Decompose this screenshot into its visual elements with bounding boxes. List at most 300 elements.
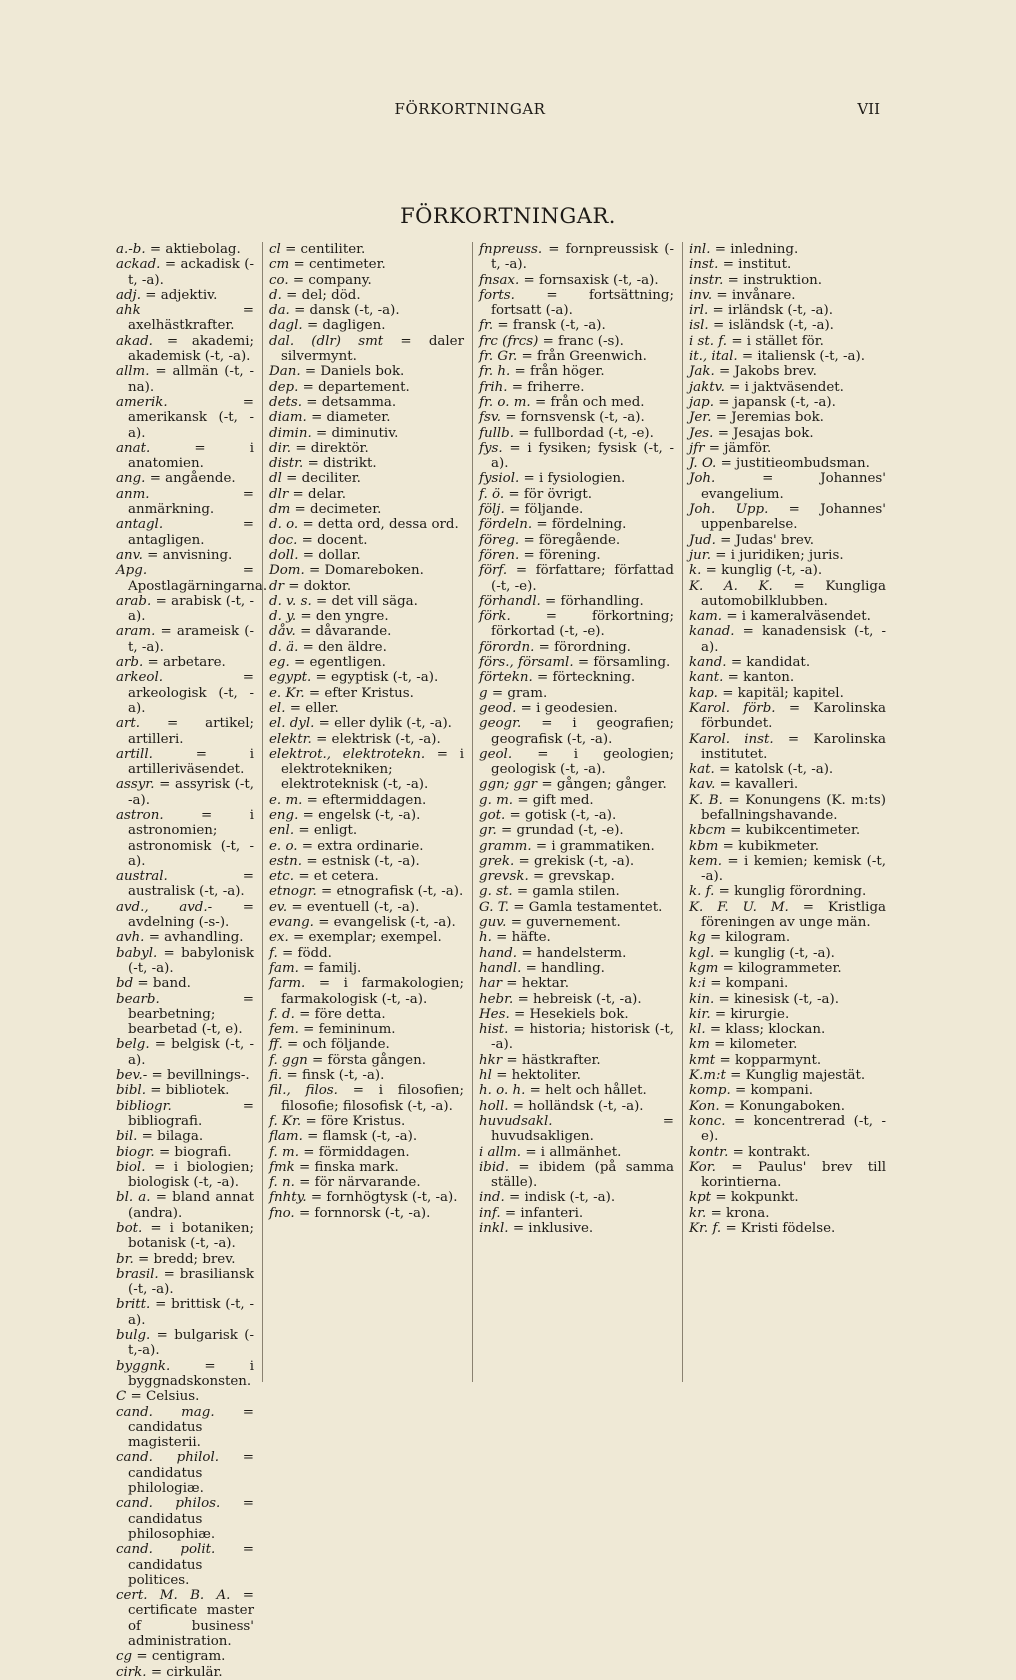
abbreviation-term: kanad. [689, 624, 735, 640]
abbreviation-term: K. B. [689, 792, 723, 808]
abbreviation-term: instr. [689, 272, 724, 288]
abbreviation-entry [269, 502, 464, 517]
abbreviation-entry [269, 808, 464, 823]
abbreviation-term: hl [479, 1068, 492, 1084]
abbreviation-definition: = Kungliga automobilklubben. [701, 578, 886, 609]
abbreviation-term: Kor. [689, 1159, 716, 1175]
abbreviation-definition: = i geografien; geografisk (-t, -a). [491, 716, 674, 747]
abbreviation-entry [116, 1359, 254, 1390]
abbreviation-term: frc (frcs) [479, 333, 539, 349]
abbreviation-definition: = Judas' brev. [720, 532, 815, 548]
abbreviation-definition: = den äldre. [302, 639, 387, 655]
abbreviation-definition: = kanton. [727, 670, 795, 686]
abbreviation-term: co. [269, 272, 289, 288]
abbreviation-term: grevsk. [479, 869, 529, 885]
abbreviation-term: frih. [479, 379, 508, 395]
abbreviation-entry [479, 793, 674, 808]
abbreviation-definition: = fornsaxisk (-t, -a). [523, 272, 659, 288]
abbreviation-term: cand. polit. [116, 1542, 216, 1558]
abbreviation-term: forts. [479, 287, 515, 303]
abbreviation-definition: = bibliotek. [150, 1083, 230, 1099]
abbreviation-entry [116, 242, 254, 257]
abbreviation-entry [269, 441, 464, 456]
abbreviation-definition: = italiensk (-t, -a). [741, 349, 866, 365]
abbreviation-definition: = i kemien; kemisk (-t, -a). [701, 853, 886, 885]
abbreviation-definition: = före detta. [299, 1006, 386, 1022]
abbreviation-term: kir. [689, 1006, 711, 1022]
abbreviation-entry [689, 1037, 886, 1052]
abbreviation-definition: = Karolinska institutet. [701, 731, 886, 762]
abbreviation-term: kin. [689, 991, 715, 1007]
abbreviation-term: km [689, 1037, 710, 1053]
abbreviation-entry [269, 364, 464, 379]
abbreviation-entry [689, 992, 886, 1007]
abbreviation-definition: = Celsius. [130, 1389, 200, 1405]
abbreviation-entry [269, 839, 464, 854]
abbreviation-definition: = i byggnadskonsten. [128, 1358, 254, 1389]
page-number: VII [857, 100, 880, 118]
abbreviation-definition: = decimeter. [294, 502, 382, 518]
abbreviation-entry [116, 716, 254, 747]
abbreviation-entry [269, 517, 464, 532]
abbreviation-term: Kon. [689, 1098, 720, 1114]
abbreviation-definition: = kompani. [710, 976, 789, 992]
abbreviation-entry [689, 303, 886, 318]
abbreviation-definition: = i fysiologien. [523, 471, 626, 487]
abbreviation-entry [479, 318, 674, 333]
abbreviation-entry [689, 579, 886, 610]
abbreviation-definition: = Konungaboken. [723, 1098, 846, 1114]
abbreviation-definition: = kopparmynt. [719, 1052, 822, 1068]
abbreviation-definition: = daler silvermynt. [281, 333, 465, 365]
abbreviation-definition: = följande. [508, 502, 584, 518]
abbreviation-definition: = grundad (-t, -e). [501, 823, 624, 839]
abbreviation-definition: = helt och hållet. [529, 1083, 647, 1099]
abbreviation-definition: = Jesajas bok. [717, 425, 814, 441]
abbreviation-definition: = institut. [722, 257, 792, 273]
abbreviation-entry [116, 1542, 254, 1588]
abbreviation-entry [269, 563, 464, 578]
abbreviation-definition: = i astronomien; astronomisk (-t, -a). [128, 807, 254, 869]
abbreviation-entry [689, 624, 886, 655]
abbreviation-term: fam. [269, 960, 299, 976]
abbreviation-term: föreg. [479, 532, 520, 548]
abbreviation-term: kpt [689, 1190, 712, 1206]
abbreviation-term: enl. [269, 823, 295, 839]
abbreviation-term: d. v. s. [269, 593, 312, 609]
abbreviation-entry [116, 1099, 254, 1130]
abbreviation-term: dets. [269, 394, 303, 410]
abbreviation-term: Jak. [689, 364, 715, 380]
abbreviation-term: arkeol. [116, 670, 164, 686]
abbreviation-term: geod. [479, 700, 517, 716]
abbreviation-definition: = i artilleriväsendet. [128, 746, 254, 778]
abbreviation-definition: = candidatus magisterii. [128, 1404, 254, 1451]
abbreviation-entry [689, 563, 886, 578]
abbreviation-term: inl. [689, 242, 711, 257]
abbreviation-entry [689, 380, 886, 395]
abbreviation-definition: = irländsk (-t, -a). [712, 303, 833, 319]
abbreviation-term: bulg. [116, 1328, 151, 1344]
abbreviation-entry [116, 471, 254, 486]
abbreviation-definition: = estnisk (-t, -a). [306, 853, 420, 869]
abbreviation-entry [689, 854, 886, 885]
abbreviation-term: C [116, 1389, 127, 1405]
abbreviation-definition: = Paulus' brev till korintierna. [701, 1159, 887, 1191]
abbreviation-entry [689, 1083, 886, 1098]
abbreviation-entry [269, 716, 464, 731]
abbreviation-entry [689, 1190, 886, 1205]
abbreviation-term: bd [116, 976, 134, 992]
abbreviation-definition: = Kristliga föreningen av unge män. [701, 899, 886, 931]
abbreviation-term: fi. [269, 1068, 283, 1084]
abbreviation-definition: = flamsk (-t, -a). [307, 1129, 418, 1145]
abbreviation-term: cg [116, 1649, 133, 1665]
abbreviation-entry [689, 1221, 886, 1236]
abbreviation-term: ahk [116, 303, 141, 319]
abbreviation-definition: = historia; historisk (-t, -a). [491, 1022, 674, 1053]
abbreviation-definition: = del; död. [286, 287, 361, 303]
abbreviation-definition: = fördelning. [536, 517, 627, 533]
abbreviation-definition: = brasiliansk (-t, -a). [128, 1266, 254, 1298]
abbreviation-definition: = eller dylik (-t, -a). [318, 716, 452, 732]
abbreviation-entry [116, 563, 268, 594]
abbreviation-definition: = förhandling. [545, 593, 644, 609]
abbreviation-entry [479, 441, 674, 472]
abbreviation-definition: = fornhögtysk (-t, -a). [310, 1190, 458, 1206]
abbreviation-definition: = i biologien; biologisk (-t, -a). [128, 1159, 254, 1191]
abbreviation-definition: = kirurgie. [714, 1006, 790, 1022]
abbreviation-definition: = förordning. [538, 639, 631, 655]
abbreviation-entry [269, 257, 464, 272]
abbreviation-term: kgm [689, 960, 719, 976]
abbreviation-definition: = för närvarande. [299, 1175, 421, 1191]
abbreviation-entry [269, 303, 464, 318]
abbreviation-term: eng. [269, 807, 299, 823]
abbreviation-definition: = adjektiv. [145, 287, 218, 303]
abbreviation-term: k:i [689, 976, 706, 992]
abbreviation-definition: = i stället för. [731, 333, 824, 349]
abbreviation-term: hist. [479, 1022, 509, 1038]
abbreviation-definition: = jämför. [708, 440, 772, 456]
abbreviation-term: d. o. [269, 517, 299, 533]
abbreviation-entry [689, 701, 886, 732]
abbreviation-entry [269, 793, 464, 808]
abbreviation-definition: = gången; gånger. [541, 777, 667, 793]
abbreviation-entry [479, 1022, 674, 1053]
abbreviation-entry [689, 793, 886, 824]
abbreviation-entry [269, 701, 464, 716]
abbreviation-definition: = eftermiddagen. [306, 792, 427, 808]
abbreviation-definition: = belgisk (-t, -a). [128, 1037, 254, 1068]
abbreviation-definition: = indisk (-t, -a). [509, 1190, 616, 1206]
abbreviation-term: da. [269, 303, 290, 319]
abbreviation-definition: = distrikt. [307, 456, 377, 472]
abbreviation-entry [269, 640, 464, 655]
abbreviation-entry [116, 517, 254, 548]
abbreviation-entry [689, 1206, 886, 1221]
abbreviation-entry [479, 808, 674, 823]
abbreviation-entry [479, 777, 674, 792]
abbreviation-entry [479, 686, 674, 701]
abbreviation-entry [479, 701, 674, 716]
abbreviation-term: dr [269, 578, 284, 594]
abbreviation-definition: = eventuell (-t, -a). [291, 899, 420, 915]
abbreviation-entry [479, 426, 674, 441]
abbreviation-term: dl [269, 471, 282, 487]
abbreviation-term: anat. [116, 440, 151, 456]
abbreviation-entry [479, 900, 674, 915]
abbreviation-entry [479, 288, 674, 319]
abbreviation-term: evang. [269, 915, 314, 931]
abbreviation-entry [269, 487, 464, 502]
abbreviation-entry [479, 273, 674, 288]
abbreviation-term: ff. [269, 1037, 283, 1053]
abbreviation-term: hebr. [479, 991, 514, 1007]
abbreviation-term: f. n. [269, 1175, 295, 1191]
abbreviation-term: austral. [116, 869, 168, 885]
abbreviation-term: allm. [116, 364, 150, 380]
abbreviation-term: G. T. [479, 899, 509, 915]
column-4 [682, 242, 894, 1382]
abbreviation-definition: = doktor. [288, 578, 352, 594]
abbreviation-definition: = fullbordad (-t, -e). [518, 425, 654, 441]
abbreviation-term: Karol. förb. [689, 700, 776, 716]
abbreviation-term: Karol. inst. [689, 731, 774, 747]
column-1 [116, 242, 268, 1680]
abbreviation-definition: = författare; författad (-t, -e). [491, 563, 674, 594]
abbreviation-definition: = eller. [289, 700, 339, 716]
abbreviation-entry [689, 441, 886, 456]
abbreviation-entry [116, 1328, 254, 1359]
abbreviation-definition: = anvisning. [147, 547, 233, 563]
abbreviation-definition: = i filosofien; filosofie; filosofisk (-t, -a). [281, 1083, 464, 1114]
abbreviation-term: jur. [689, 547, 711, 563]
abbreviation-term: förs., församl. [479, 655, 574, 671]
abbreviation-definition: = i geologien; geologisk (-t, -a). [491, 746, 674, 778]
abbreviation-term: kant. [689, 670, 724, 686]
abbreviation-definition: = artikel; artilleri. [128, 716, 254, 747]
abbreviation-entry [689, 334, 886, 349]
abbreviation-term: fr. Gr. [479, 349, 518, 365]
abbreviation-definition: = bibliografi. [128, 1098, 254, 1129]
abbreviation-definition: = candidatus politices. [128, 1542, 254, 1588]
abbreviation-definition: = hebreisk (-t, -a). [517, 991, 642, 1007]
abbreviation-entry [689, 1145, 886, 1160]
abbreviation-term: i allm. [479, 1144, 522, 1160]
abbreviation-definition: = dagligen. [306, 318, 386, 334]
abbreviation-term: e. Kr. [269, 685, 305, 701]
abbreviation-term: a.-b. [116, 242, 146, 257]
abbreviation-term: farm. [269, 976, 306, 992]
abbreviation-term: artill. [116, 746, 153, 762]
abbreviation-term: g. st. [479, 884, 513, 900]
abbreviation-entry [479, 1160, 674, 1191]
running-title: FÖRKORTNINGAR [394, 100, 546, 118]
column-3 [472, 242, 682, 1382]
abbreviation-definition: = bulgarisk (-t,-a). [128, 1328, 254, 1359]
column-2 [262, 242, 472, 1382]
abbreviation-term: K. F. U. M. [689, 899, 789, 915]
abbreviation-definition: = förening. [523, 547, 601, 563]
abbreviation-term: biol. [116, 1159, 146, 1175]
abbreviation-entry [269, 594, 464, 609]
abbreviation-entry [269, 456, 464, 471]
abbreviation-definition: = i geodesien. [520, 700, 618, 716]
abbreviation-term: bibl. [116, 1083, 146, 1099]
abbreviation-definition: = kunglig (-t, -a). [718, 945, 835, 961]
abbreviation-entry [269, 1145, 464, 1160]
abbreviation-definition: = förkortning; förkortad (-t, -e). [491, 609, 674, 640]
abbreviation-term: aram. [116, 624, 156, 640]
abbreviation-term: it., ital. [689, 349, 738, 365]
abbreviation-term: assyr. [116, 777, 155, 793]
abbreviation-term: k. [689, 563, 702, 579]
abbreviation-definition: = gamla stilen. [516, 884, 620, 900]
abbreviation-definition: = hektoliter. [496, 1068, 581, 1084]
abbreviation-entry [689, 502, 886, 533]
abbreviation-term: Joh. [689, 471, 716, 487]
abbreviation-term: kand. [689, 655, 727, 671]
abbreviation-term: avd., avd.- [116, 899, 213, 915]
abbreviation-definition: = engelsk (-t, -a). [302, 807, 421, 823]
abbreviation-definition: = hektar. [506, 976, 569, 992]
abbreviation-term: distr. [269, 456, 304, 472]
abbreviation-definition: = fornpreussisk (-t, -a). [491, 242, 675, 273]
abbreviation-term: ackad. [116, 257, 161, 273]
abbreviation-term: Jes. [689, 425, 714, 441]
abbreviation-term: kbcm [689, 823, 726, 839]
abbreviation-definition: = församling. [577, 655, 671, 671]
abbreviation-definition: = arbetare. [147, 655, 226, 671]
abbreviation-definition: = egentligen. [294, 655, 386, 671]
abbreviation-definition: = kilogram. [709, 930, 791, 946]
abbreviation-entry [116, 747, 254, 778]
abbreviation-term: f. Kr. [269, 1113, 302, 1129]
abbreviation-term: el. dyl. [269, 716, 315, 732]
abbreviation-term: f. m. [269, 1144, 299, 1160]
abbreviation-term: flam. [269, 1129, 303, 1145]
abbreviation-term: Dom. [269, 563, 305, 579]
abbreviation-entry [269, 609, 464, 624]
abbreviation-term: kl. [689, 1022, 706, 1038]
abbreviation-term: fr. h. [479, 364, 511, 380]
abbreviation-definition: = kavalleri. [719, 777, 799, 793]
abbreviation-entry [689, 410, 886, 425]
abbreviation-term: kem. [689, 853, 722, 869]
abbreviation-entry [479, 410, 674, 425]
abbreviation-definition: = allmän (-t, -na). [128, 364, 254, 395]
abbreviation-definition: = för övrigt. [508, 486, 593, 502]
abbreviation-definition: = föregående. [523, 532, 621, 548]
abbreviation-entry [116, 1405, 254, 1451]
abbreviation-definition: = handling. [525, 960, 605, 976]
abbreviation-definition: = anmärkning. [128, 486, 254, 518]
abbreviation-definition: = första gången. [312, 1052, 426, 1068]
abbreviation-definition: = i fysiken; fysisk (-t, -a). [491, 440, 674, 472]
abbreviation-definition: = Daniels bok. [304, 364, 405, 380]
abbreviation-entry [479, 349, 674, 364]
abbreviation-entry [269, 426, 464, 441]
abbreviation-definition: = från Greenwich. [521, 349, 647, 365]
abbreviation-term: kmt [689, 1052, 716, 1068]
abbreviation-entry [269, 273, 464, 288]
abbreviation-entry [479, 1007, 674, 1022]
abbreviation-entry [689, 1114, 886, 1145]
abbreviation-term: etnogr. [269, 884, 317, 900]
abbreviation-term: belg. [116, 1037, 150, 1053]
abbreviation-definition: = kunglig förordning. [718, 884, 867, 900]
abbreviation-entry [116, 1389, 254, 1404]
abbreviation-entry [479, 670, 674, 685]
abbreviation-term: e. o. [269, 838, 298, 854]
abbreviation-term: amerik. [116, 394, 168, 410]
abbreviation-entry [269, 1175, 464, 1190]
abbreviation-entry [269, 380, 464, 395]
abbreviation-entry [116, 1145, 254, 1160]
abbreviation-definition: = egyptisk (-t, -a). [315, 670, 439, 686]
abbreviation-term: inst. [689, 257, 719, 273]
abbreviation-definition: = Gamla testamentet. [513, 899, 663, 915]
abbreviation-entry [689, 533, 886, 548]
abbreviation-term: babyl. [116, 945, 158, 961]
abbreviation-entry [269, 395, 464, 410]
abbreviation-definition: = japansk (-t, -a). [718, 394, 836, 410]
abbreviation-term: fördeln. [479, 517, 533, 533]
abbreviation-definition: = instruktion. [727, 272, 823, 288]
abbreviation-term: d. y. [269, 609, 297, 625]
abbreviation-entry [479, 471, 674, 486]
abbreviation-definition: = kubikcentimeter. [730, 823, 861, 839]
abbreviation-definition: = dåvarande. [300, 624, 392, 640]
abbreviation-term: fnpreuss. [479, 242, 543, 257]
abbreviation-entry [116, 777, 254, 808]
abbreviation-term: geogr. [479, 716, 522, 732]
abbreviation-entry [479, 854, 674, 869]
abbreviation-term: e. m. [269, 792, 303, 808]
abbreviation-definition: = i anatomien. [128, 440, 254, 472]
abbreviation-entry [116, 946, 254, 977]
abbreviation-term: h. o. h. [479, 1083, 526, 1099]
abbreviation-entry [116, 303, 254, 334]
abbreviation-entry [689, 609, 886, 624]
abbreviation-definition: = evangelisk (-t, -a). [318, 915, 456, 931]
abbreviation-entry [479, 961, 674, 976]
abbreviation-entry [269, 1160, 464, 1175]
abbreviation-definition: = i juridiken; juris. [715, 547, 844, 563]
abbreviation-entry [689, 273, 886, 288]
abbreviation-entry [116, 334, 254, 365]
abbreviation-definition: = franc (-s). [542, 333, 624, 349]
abbreviation-definition: = docent. [301, 532, 368, 548]
abbreviation-term: kg [689, 930, 706, 946]
abbreviation-definition: = diameter. [311, 410, 391, 426]
abbreviation-definition: = Johannes' evangelium. [701, 471, 886, 502]
abbreviation-entry [116, 594, 254, 625]
abbreviation-entry [479, 563, 674, 594]
abbreviation-entry [689, 930, 886, 945]
abbreviation-term: cand. philol. [116, 1450, 220, 1466]
abbreviation-entry [689, 900, 886, 931]
abbreviation-entry [689, 426, 886, 441]
abbreviation-entry [116, 1297, 254, 1328]
abbreviation-entry [479, 1083, 674, 1098]
abbreviation-entry [689, 976, 886, 991]
abbreviation-term: förordn. [479, 639, 535, 655]
abbreviation-definition: = friherre. [511, 379, 585, 395]
abbreviation-definition: = angående. [149, 471, 236, 487]
abbreviation-definition: = axelhästkrafter. [128, 303, 254, 334]
